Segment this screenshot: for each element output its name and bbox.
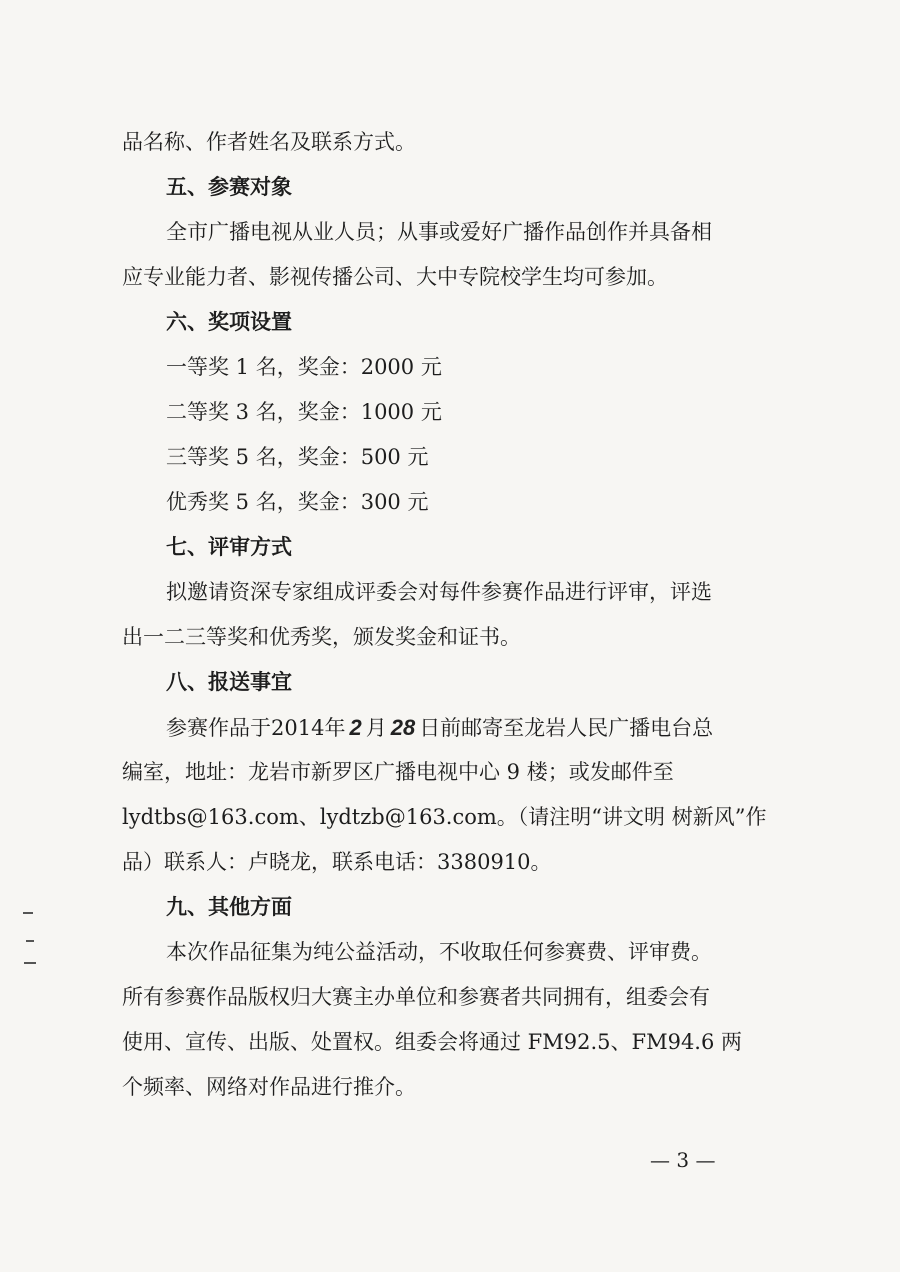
paragraph-line: 品）联系人：卢晓龙，联系电话：3380910。 — [122, 850, 552, 874]
paragraph-line: lydtbs@163.com、lydtzb@163.com。（请注明“讲文明 树新风”作 — [122, 805, 767, 829]
section-heading: 五、参赛对象 — [166, 175, 292, 199]
paragraph-line: 一等奖 1 名，奖金：2000 元 — [166, 355, 442, 379]
section-heading: 六、奖项设置 — [166, 310, 292, 334]
paragraph-line: 拟邀请资深专家组成评委会对每件参赛作品进行评审，评选 — [166, 580, 712, 604]
handwritten-day: 28 — [390, 715, 416, 740]
deadline-text: 日前邮寄至龙岩人民广播电台总 — [419, 716, 714, 740]
scan-speck — [24, 962, 36, 964]
paragraph-line: 全市广播电视从业人员；从事或爱好广播作品创作并具备相 — [166, 220, 712, 244]
deadline-text: 参赛作品于2014年 — [166, 716, 346, 740]
scan-speck — [23, 912, 33, 914]
deadline-line — [122, 705, 772, 750]
paragraph-line: 二等奖 3 名，奖金：1000 元 — [166, 400, 442, 424]
paragraph-line: 本次作品征集为纯公益活动，不收取任何参赛费、评审费。 — [166, 940, 712, 964]
paragraph-line: 个频率、网络对作品进行推介。 — [122, 1075, 416, 1099]
month-unit: 月 — [365, 716, 387, 740]
paragraph-line: 优秀奖 5 名，奖金：300 元 — [166, 490, 429, 514]
paragraph-line: 所有参赛作品版权归大赛主办单位和参赛者共同拥有，组委会有 — [122, 985, 710, 1009]
paragraph-line: 编室，地址：龙岩市新罗区广播电视中心 9 楼；或发邮件至 — [122, 760, 674, 784]
scan-speck — [26, 940, 34, 942]
paragraph-line: 出一二三等奖和优秀奖，颁发奖金和证书。 — [122, 625, 521, 649]
section-heading: 七、评审方式 — [166, 535, 292, 559]
paragraph-line: 三等奖 5 名，奖金：500 元 — [166, 445, 429, 469]
section-heading: 九、其他方面 — [166, 895, 292, 919]
page-number: — 3 — — [650, 1148, 716, 1172]
section-heading: 八、报送事宜 — [166, 670, 292, 694]
paragraph-line: 应专业能力者、影视传播公司、大中专院校学生均可参加。 — [122, 265, 668, 289]
paragraph-line: 使用、宣传、出版、处置权。组委会将通过 FM92.5、FM94.6 两 — [122, 1030, 743, 1054]
document-body — [122, 120, 772, 1110]
handwritten-month: 2 — [349, 715, 362, 740]
paragraph-line: 品名称、作者姓名及联系方式。 — [122, 130, 416, 154]
